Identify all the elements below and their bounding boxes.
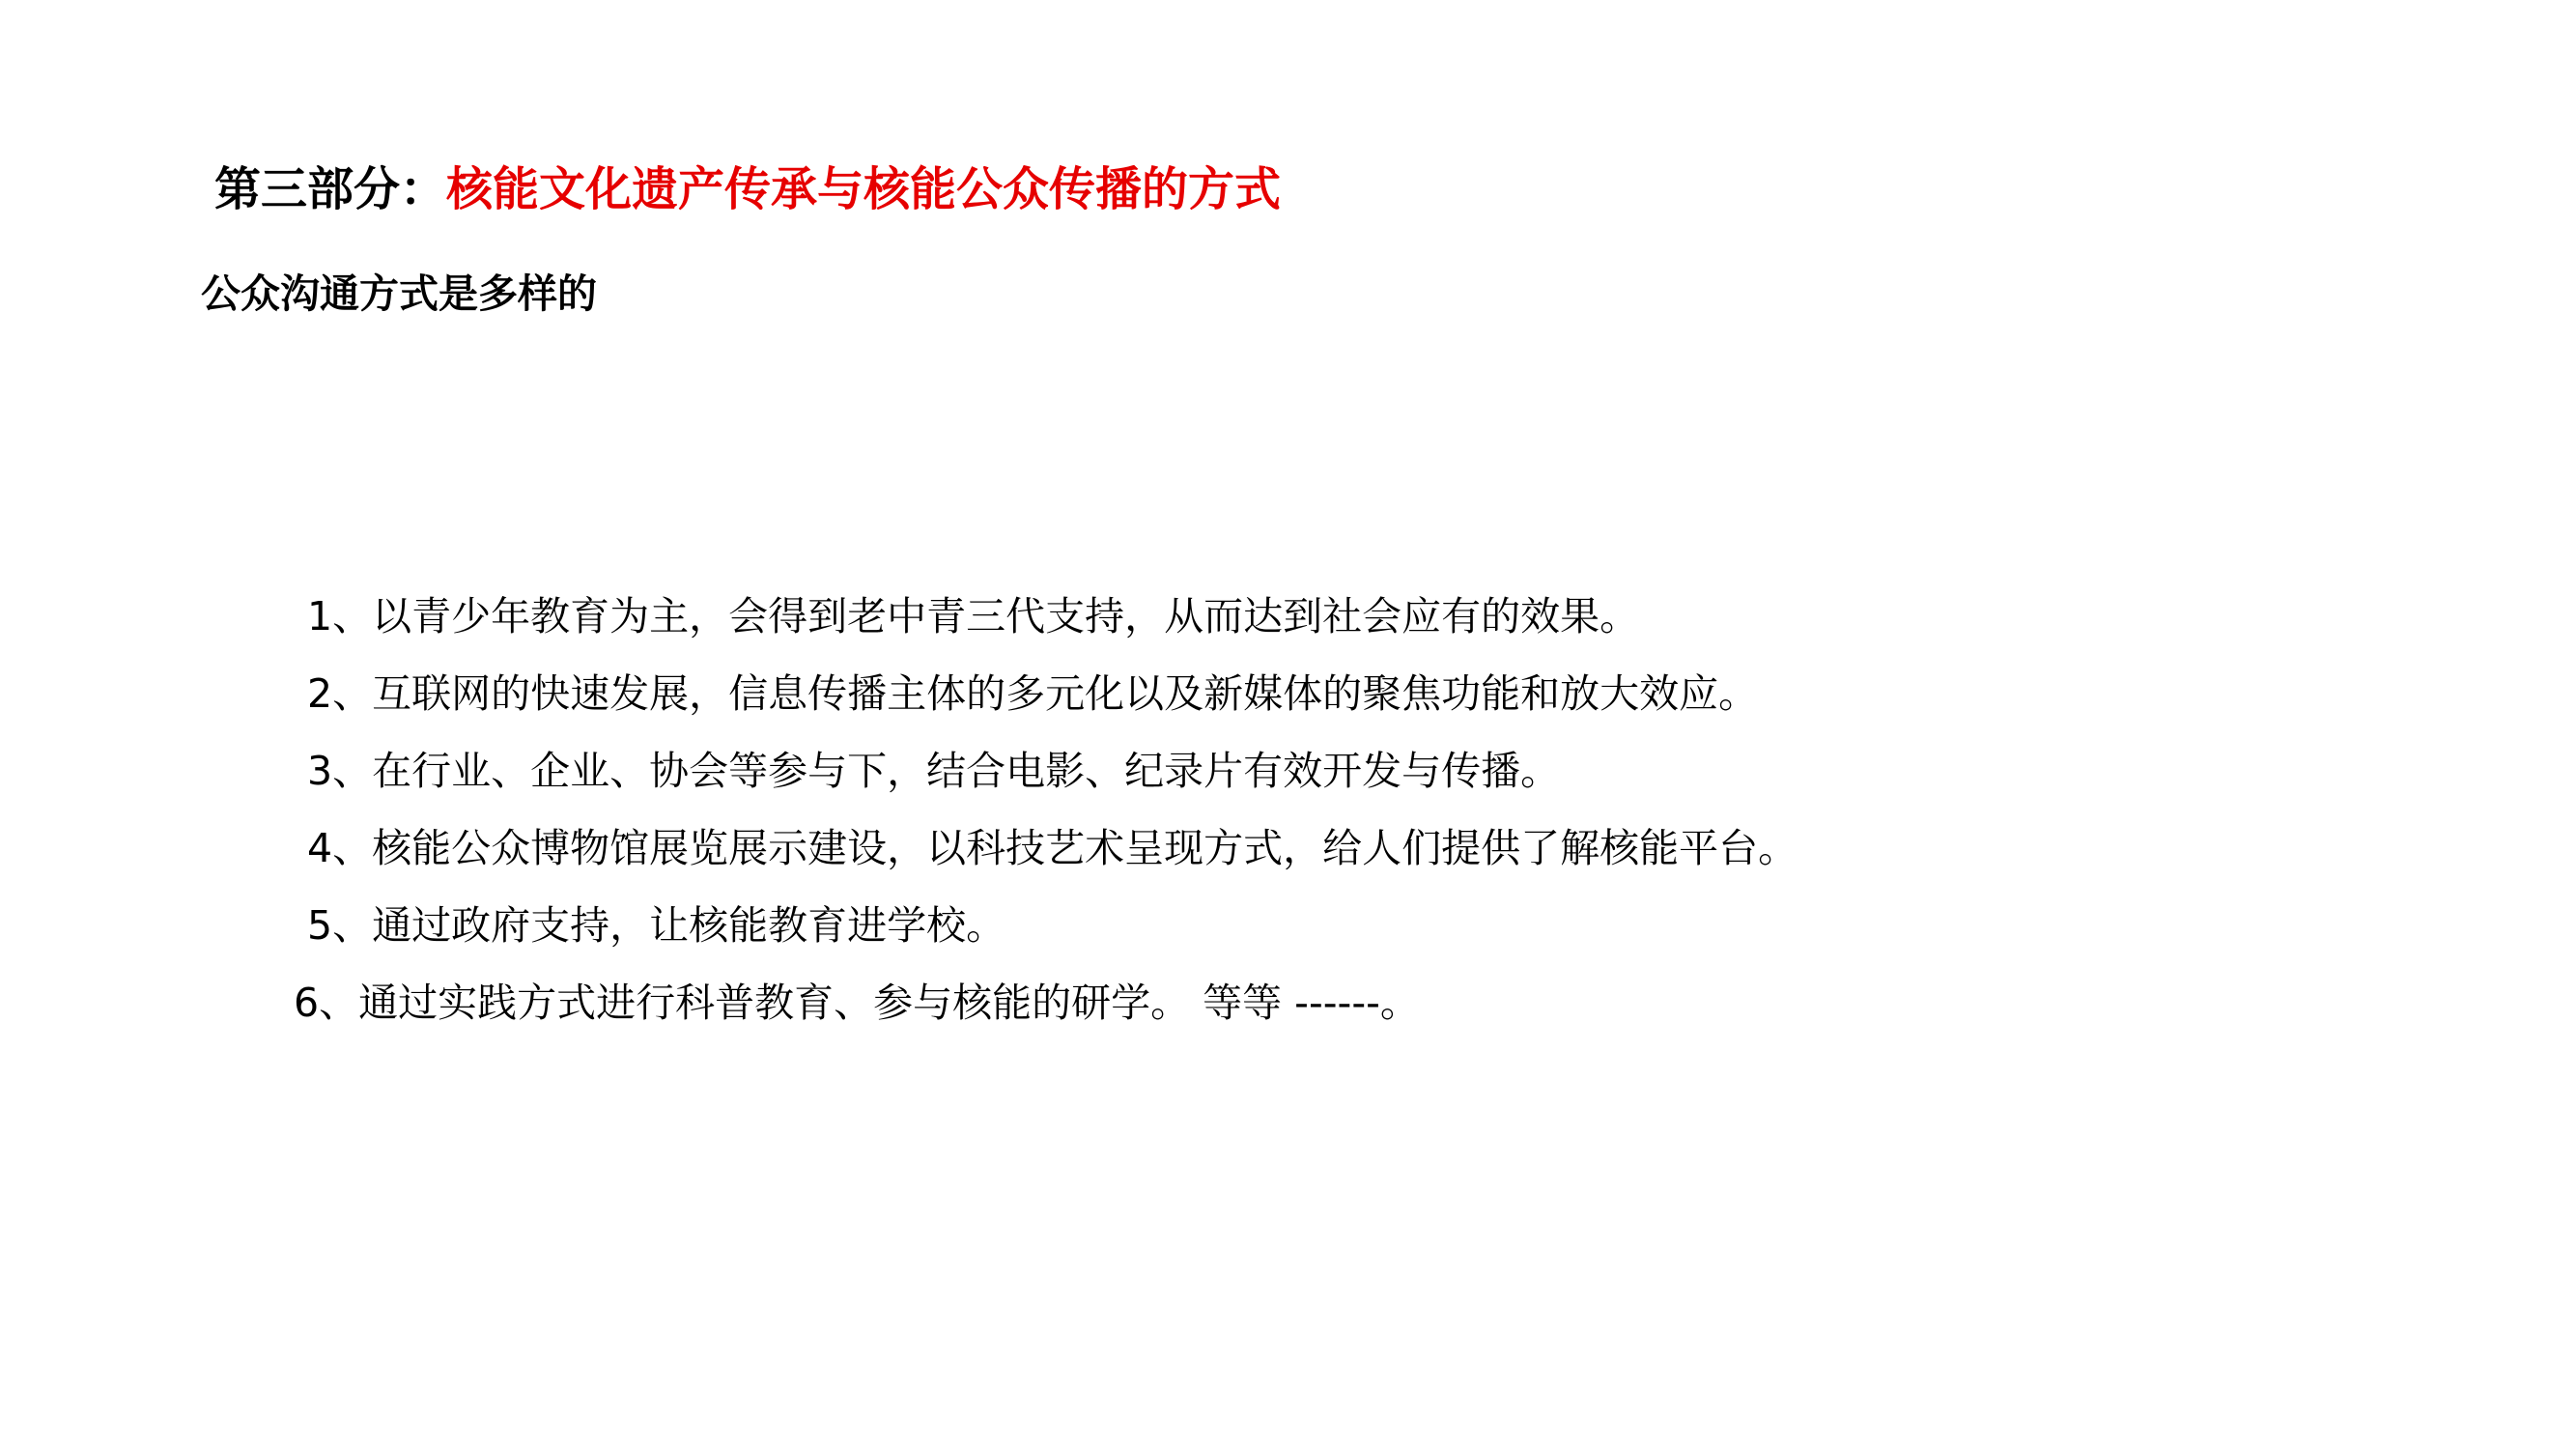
methods-list: [294, 578, 1798, 1041]
list-item: 1、以青少年教育为主，会得到老中青三代支持，从而达到社会应有的效果。: [307, 593, 1640, 639]
page-title: [214, 155, 1281, 224]
list-item: 2、互联网的快速发展，信息传播主体的多元化以及新媒体的聚焦功能和放大效应。: [307, 670, 1759, 717]
list-item: 5、通过政府支持，让核能教育进学校。: [307, 902, 1006, 949]
subtitle: 公众沟通方式是多样的: [201, 270, 597, 317]
title-prefix: 第三部分：: [214, 162, 447, 216]
title-highlight: 核能文化遗产传承与核能公众传播的方式: [446, 162, 1282, 216]
list-item: 3、在行业、企业、协会等参与下，结合电影、纪录片有效开发与传播。: [307, 748, 1561, 794]
list-item: 6、通过实践方式进行科普教育、参与核能的研学。 等等 ------。: [294, 980, 1420, 1026]
list-item: 4、核能公众博物馆展览展示建设，以科技艺术呈现方式，给人们提供了解核能平台。: [307, 825, 1798, 871]
